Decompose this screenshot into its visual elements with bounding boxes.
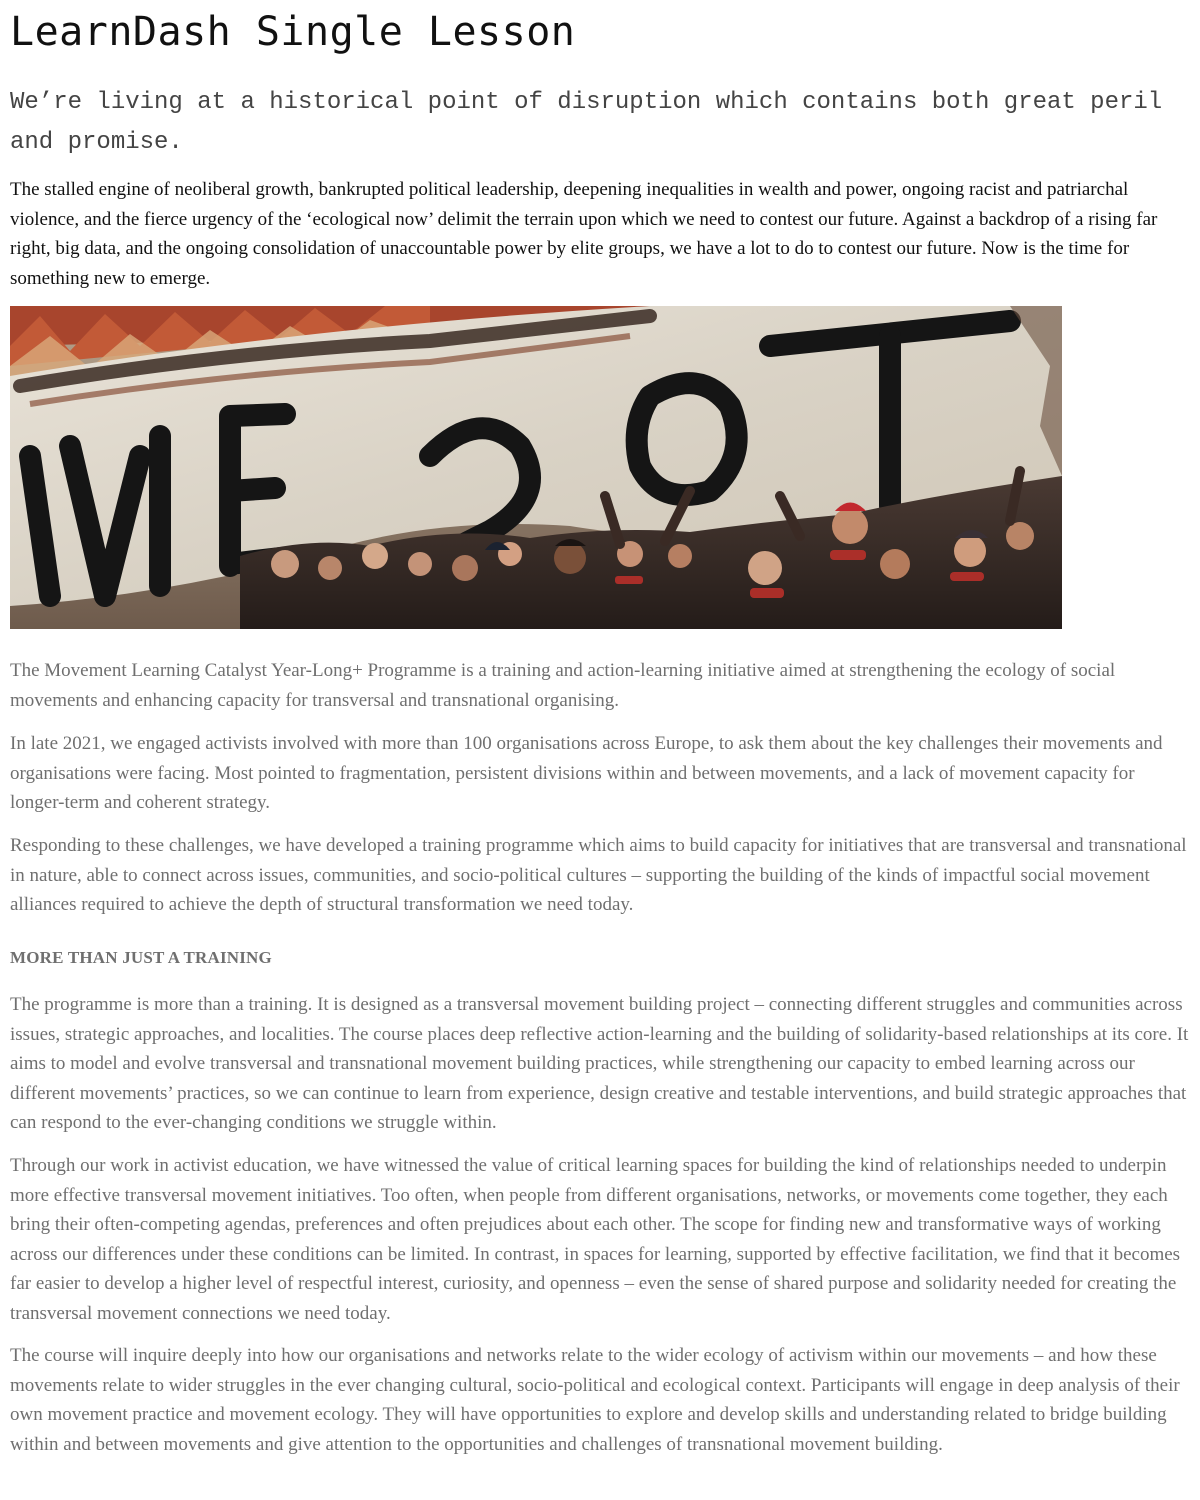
hero-image-protest-banner	[10, 306, 1062, 629]
lesson-intro: The stalled engine of neoliberal growth, bankrupted political leadership, deepening inequalities in wealth and power, ongoing racist and patriarchal violence, and the fierce urgency of the ‘ecological now’ delimit the terrain upon which we need to contest our future. Against a backdrop of a rising far right, big data, and the ongoing consolidation of unaccountable power by elite groups, we have a lot to do to contest our future. Now is the time for something new to emerge.	[10, 179, 1158, 290]
lesson-tagline: We’re living at a historical point of disruption which contains both great peril and promise.	[10, 89, 1163, 156]
paragraph-responding: Responding to these challenges, we have developed a training programme which aims to build capacity for initiatives that are transversal and transnational in nature, able to connect across issues, communities, and socio-political cultures – supporting the building of the kinds of impactful social movement alliances required to achieve the depth of structural transformation we need today.	[10, 835, 1187, 916]
section-heading-more-than-training: MORE THAN JUST A TRAINING	[10, 948, 272, 967]
paragraph-course-inquiry: The course will inquire deeply into how our organisations and networks relate to the wider ecology of activism within our movements – and how these movements relate to wider struggles in the ever changing cultural, socio-political and ecological context. Participants will engage in deep analysis of their own movement practice and movement ecology. They will have opportunities to explore and develop skills and understanding related to bridge building within and between movements and give attention to the opportunities and challenges of transnational movement building.	[10, 1345, 1180, 1455]
paragraph-activist-education: Through our work in activist education, we have witnessed the value of critical learning spaces for building the kind of relationships needed to underpin more effective transversal movement initiatives. Too often, when people from different organisations, networks, or movements come together, they each bring their often-competing agendas, preferences and often prejudices about each other. The scope for finding new and transformative ways of working across our differences under these conditions can be limited. In contrast, in spaces for learning, supported by effective facilitation, we find that it becomes far easier to develop a higher level of respectful interest, curiosity, and openness – even the sense of shared purpose and solidarity needed for creating the transversal movement connections we need today.	[10, 1155, 1181, 1324]
paragraph-late-2021: In late 2021, we engaged activists involved with more than 100 organisations across Europe, to ask them about the key challenges their movements and organisations were facing. Most pointed to fragmentation, persistent divisions within and between movements, and a lack of movement capacity for longer-term and coherent strategy.	[10, 733, 1163, 814]
paragraph-programme-intro: The Movement Learning Catalyst Year-Long+ Programme is a training and action-learning initiative aimed at strengthening the ecology of social movements and enhancing capacity for transversal and transnational organising.	[10, 660, 1116, 711]
page-title: LearnDash Single Lesson	[10, 9, 576, 55]
paragraph-programme-more: The programme is more than a training. It is designed as a transversal movement building project – connecting different struggles and communities across issues, strategic approaches, and localities. The course places deep reflective action-learning and the building of solidarity-based relationships at its core. It aims to model and evolve transversal and transnational movement building practices, while strengthening our capacity to embed learning across our different movements’ practices, so we can continue to learn from experience, design creative and testable interventions, and build strategic approaches that can respond to the ever-changing conditions we struggle within.	[10, 994, 1189, 1134]
